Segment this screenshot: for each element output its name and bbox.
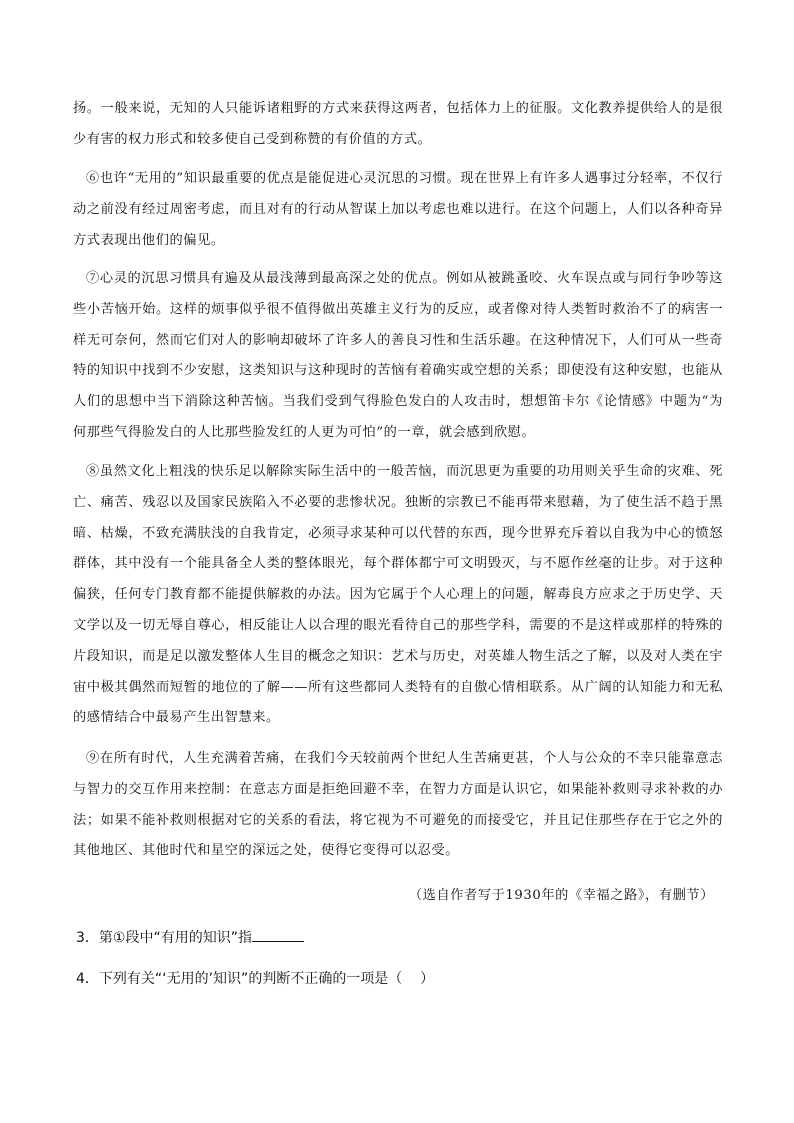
question-3 — [76, 927, 304, 949]
question-4 — [76, 968, 434, 990]
paragraph-5-tail: 扬。一般来说，无知的人只能诉诸粗野的方式来获得这两者，包括体力上的征服。文化教养提供给人的是很少有害的权力形式和较多使自己受到称赞的有价值的方式。 — [73, 101, 723, 147]
paragraph-6: ⑥也许“无用的”知识最重要的优点是能促进心灵沉思的习惯。现在世界上有许多人遇事过分轻率，不仅行动之前没有经过周密考虑，而且对有的行动从智谋上加以考虑也难以进行。在这个问题上，人们以各种奇异方式表现出他们的偏见。 — [73, 171, 723, 248]
source-citation: （选自作者写于1930年的《幸福之路》，有删节） — [408, 888, 714, 903]
answer-blank[interactable] — [252, 927, 304, 942]
paragraph-9: ⑨在所有时代，人生充满着苦痛，在我们今天较前两个世纪人生苦痛更甚，个人与公众的不幸只能靠意志与智力的交互作用来控制：在意志方面是拒绝回避不幸，在智力方面是认识它，如果能补救则寻求补救的办法；如果不能补救则根据对它的关系的看法，将它视为不可避免的而接受它，并且记住那些存在于它之外的其他地区、其他时代和星空的深远之处，使得它变得可以忍受。 — [73, 751, 723, 859]
paragraph-8: ⑧虽然文化上粗浅的快乐足以解除实际生活中的一般苦恼，而沉思更为重要的功用则关乎生命的灾难、死亡、痛苦、残忍以及国家民族陷入不必要的悲惨状况。独断的宗教已不能再带来慰藉，为了使生活不趋于黑暗、枯燥，不致充满肤浅的自我肯定，必须寻求某种可以代替的东西，现今世界充斥着以自我为中心的愤怒群体，其中没有一个能具备全人类的整体眼光，每个群体都宁可文明毁灭，与不愿作丝毫的让步。对于这种偏狭，任何专门教育都不能提供解救的办法。因为它属于个人心理上的问题，解毒良方应求之于历史学、天文学以及一切无辱自尊心，相反能让人以合理的眼光看待自己的那些学科，需要的不是这样或那样的特殊的片段知识，而是足以激发整体人生目的概念之知识：艺术与历史，对英雄人物生活之了解，以及对人类在宇宙中极其偶然而短暂的地位的了解——所有这些都同人类特有的自傲心情相联系。从广阔的认知能力和无私的感情结合中最易产生出智慧来。 — [73, 464, 723, 726]
question-4-text: 4．下列有关“‘无用的’知识”的判断不正确的一项是（ — [76, 971, 403, 987]
question-3-text: 3．第①段中“有用的知识”指 — [76, 930, 252, 946]
question-4-close-paren: ） — [402, 971, 435, 987]
paragraph-7: ⑦心灵的沉思习惯具有遍及从最浅薄到最高深之处的优点。例如从被跳蚤咬、火车误点或与同行争吵等这些小苦恼开始。这样的烦事似乎很不值得做出英雄主义行为的反应，或者像对待人类暂时救治不了的病害一样无可奈何，然而它们对人的影响却破坏了许多人的善良习性和生活乐趣。在这种情况下，人们可从一些奇特的知识中找到不少安慰，这类知识与这种现时的苦恼有着确实或空想的关系；即使没有这种安慰，也能从人们的思想中当下消除这种苦恼。当我们受到气得脸色发白的人攻击时，想想笛卡尔《论情感》中题为“为何那些气得脸发白的人比那些脸发红的人更为可怕”的一章，就会感到欣慰。 — [73, 271, 723, 440]
